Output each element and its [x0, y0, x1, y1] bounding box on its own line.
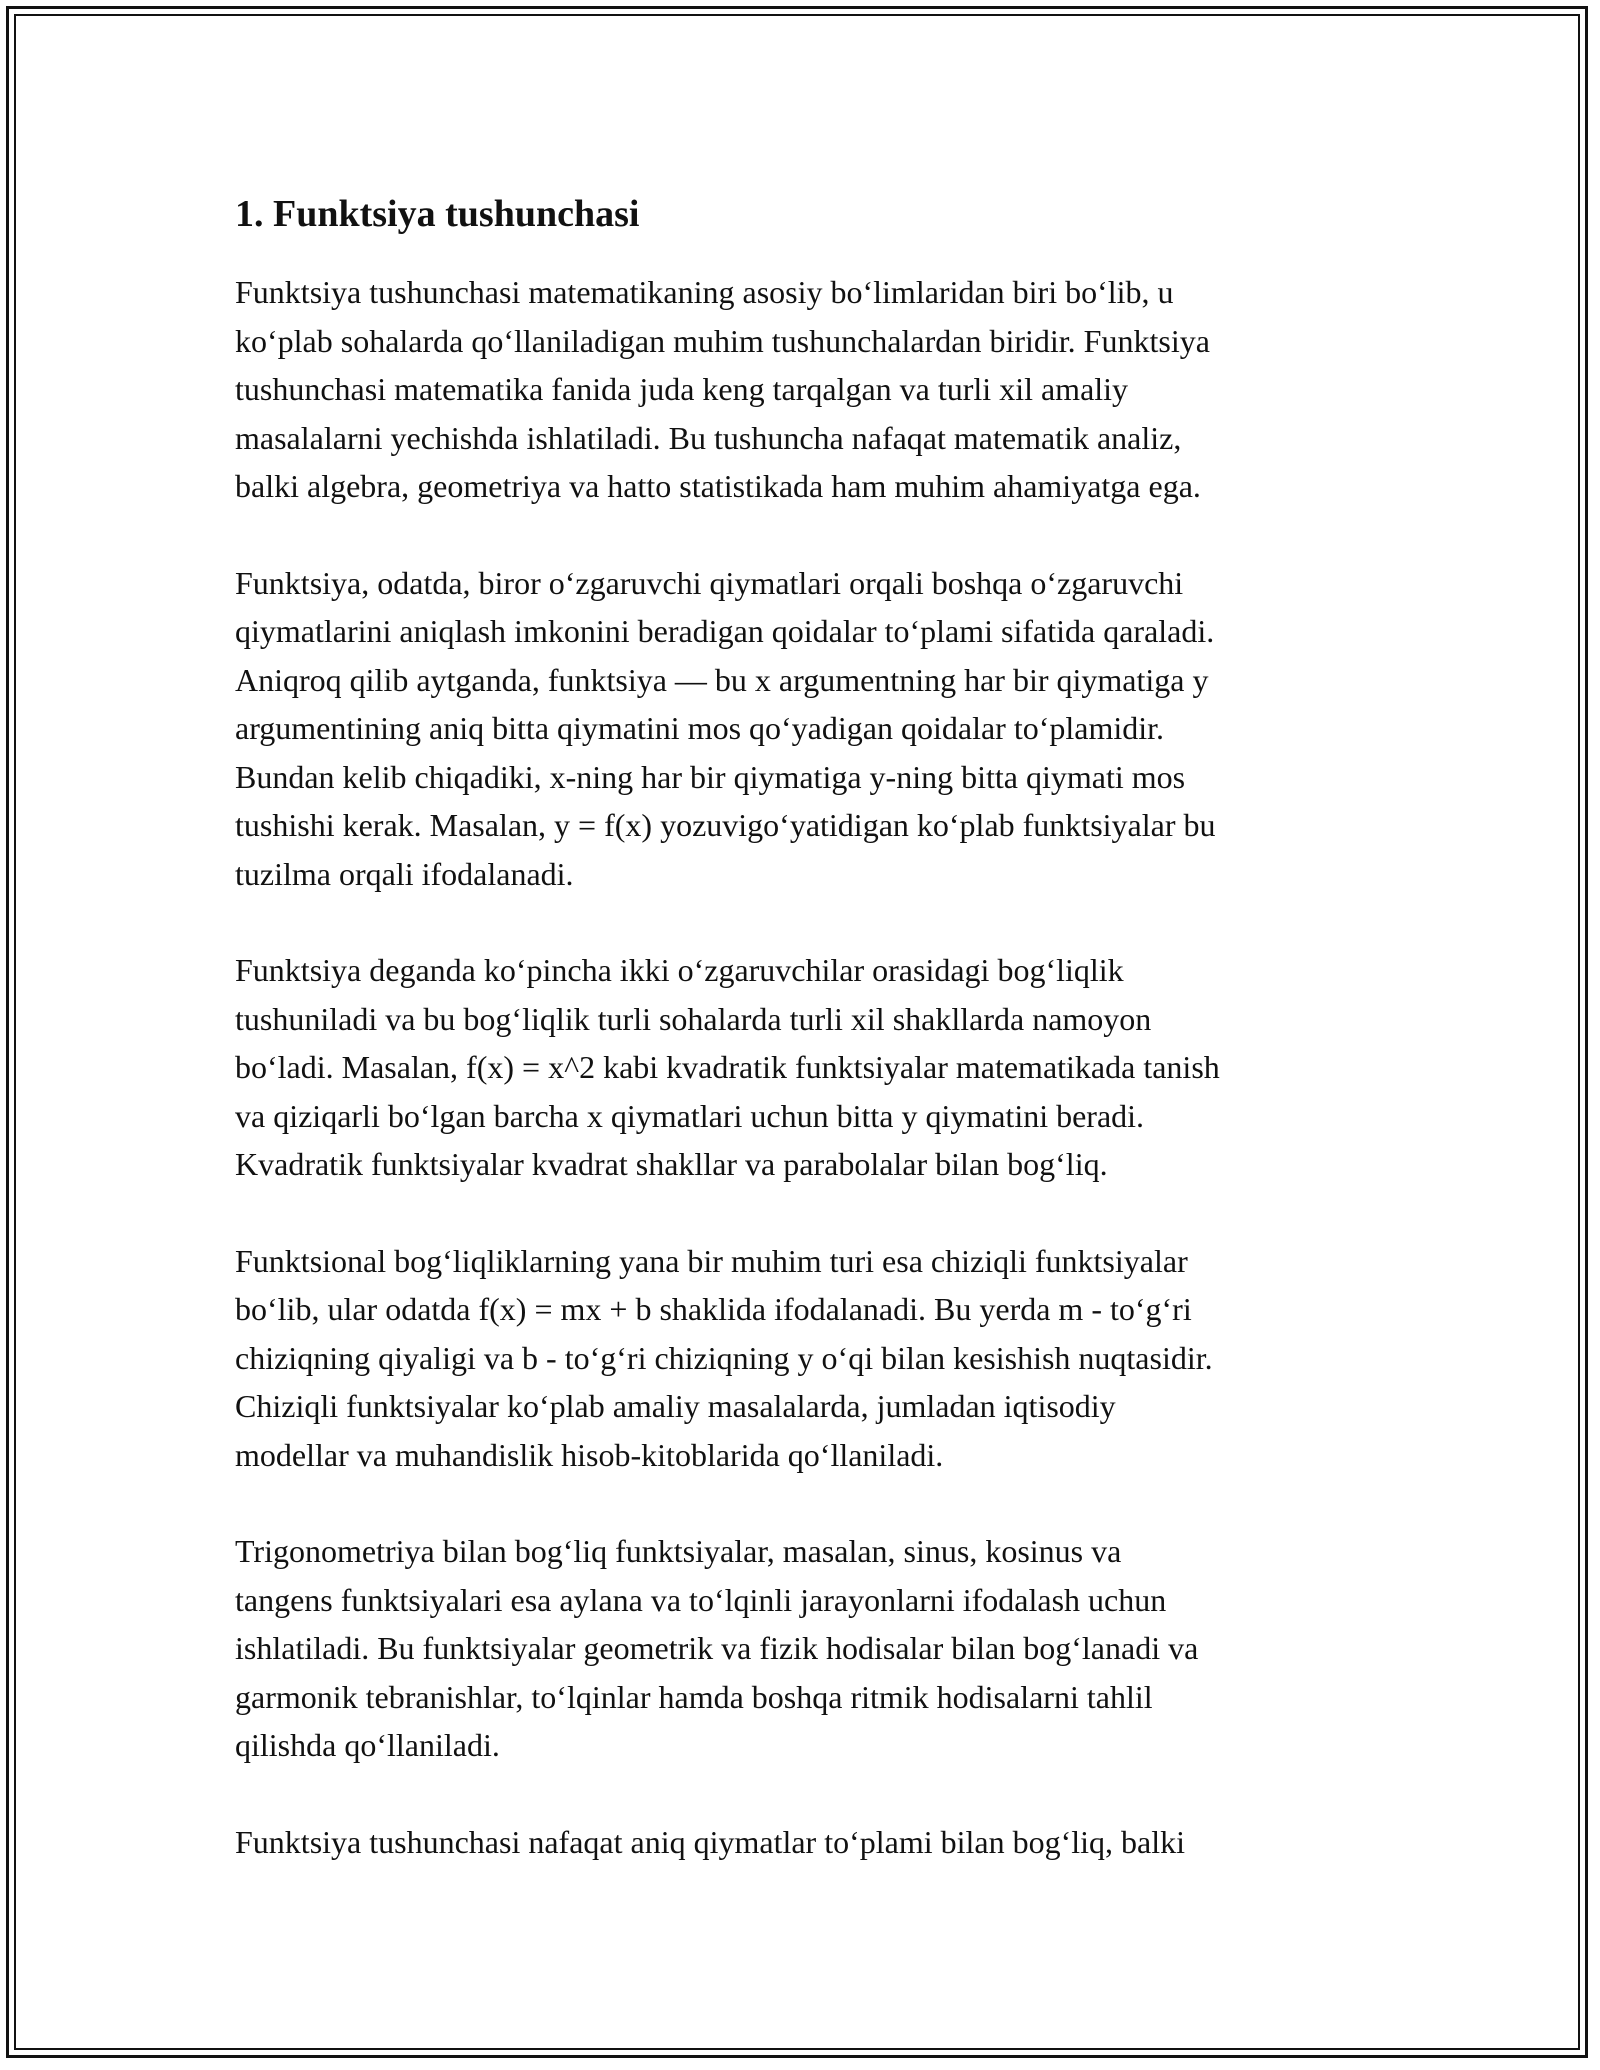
- paragraph-function-definition: Funktsiya, odatda, biror o‘zgaruvchi qiymatlari orqali boshqa o‘zgaruvchi qiymatlarini aniqlash imkonini beradigan qoidalar to‘plami sifatida qaraladi. Aniqroq qilib aytganda, funktsiya — bu x argumentning har bir qiymatiga y argumentining aniq bitta qiymatini mos qo‘yadigan qoidalar to‘plamidir. Bundan kelib chiqadiki, x-ning har bir qiymatiga y-ning bitta qiymati mos tushishi kerak. Masalan, y = f(x) yozuvigo‘yatidigan ko‘plab funktsiyalar bu tuzilma orqali ifodalanadi.: [235, 564, 1216, 892]
- paragraph-continuation: Funktsiya tushunchasi nafaqat aniq qiymatlar to‘plami bilan bog‘liq, balki: [235, 1823, 1186, 1860]
- section-heading: 1. Funktsiya tushunchasi: [235, 193, 640, 235]
- paragraph-linear-functions: Funktsional bog‘liqliklarning yana bir muhim turi esa chiziqli funktsiyalar bo‘lib, ular odatda f(x) = mx + b shaklida ifodalanadi. Bu yerda m - to‘g‘ri chiziqning qiyaligi va b - to‘g‘ri chiziqning y o‘qi bilan kesishish nuqtasidir. Chiziqli funktsiyalar ko‘plab amaliy masalalarda, jumladan iqtisodiy modellar va muhandislik hisob-kitoblarida qo‘llaniladi.: [235, 1242, 1213, 1473]
- paragraph-function-intro: Funktsiya tushunchasi matematikaning asosiy bo‘limlaridan biri bo‘lib, u ko‘plab sohalarda qo‘llaniladigan muhim tushunchalardan biridir. Funktsiya tushunchasi matematika fanida juda keng tarqalgan va turli xil amaliy masalalarni yechishda ishlatiladi. Bu tushuncha nafaqat matematik analiz, balki algebra, geometriya va hatto statistikada ham muhim ahamiyatga ega.: [235, 274, 1210, 504]
- paragraph-quadratic-functions: Funktsiya deganda ko‘pincha ikki o‘zgaruvchilar orasidagi bog‘liqlik tushuniladi va bu bog‘liqlik turli sohalarda turli xil shakllarda namoyon bo‘ladi. Masalan, f(x) = x^2 kabi kvadratik funktsiyalar matematikada tanish va qiziqarli bo‘lgan barcha x qiymatlari uchun bitta y qiymatini beradi. Kvadratik funktsiyalar kvadrat shakllar va parabolalar bilan bog‘liq.: [235, 952, 1220, 1182]
- document-body: [235, 188, 1375, 1914]
- paragraph-trigonometric-functions: Trigonometriya bilan bog‘liq funktsiyalar, masalan, sinus, kosinus va tangens funktsiyalari esa aylana va to‘lqinli jarayonlarni ifodalash uchun ishlatiladi. Bu funktsiyalar geometrik va fizik hodisalar bilan bog‘lanadi va garmonik tebranishlar, to‘lqinlar hamda boshqa ritmik hodisalarni tahlil qilishda qo‘llaniladi.: [235, 1533, 1199, 1763]
